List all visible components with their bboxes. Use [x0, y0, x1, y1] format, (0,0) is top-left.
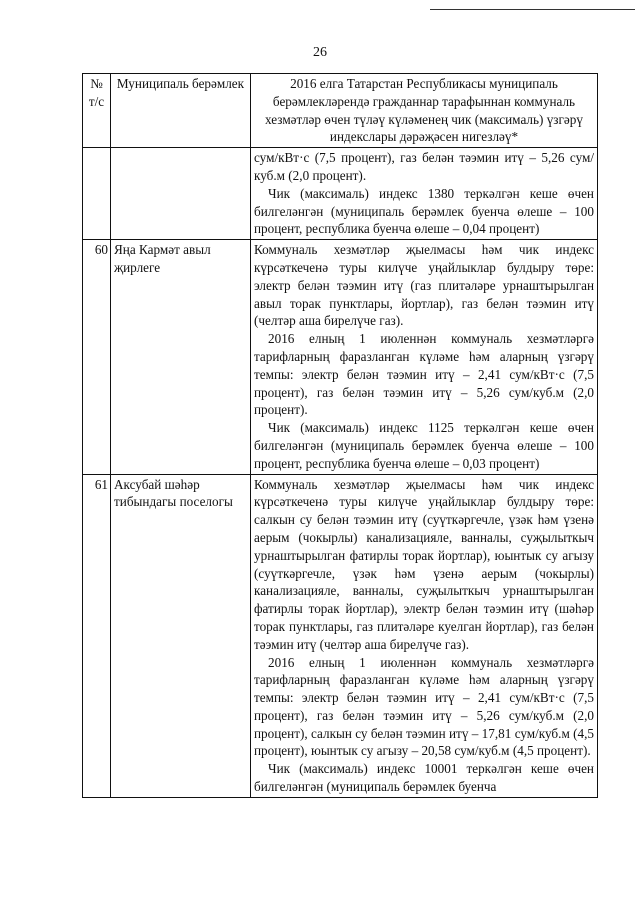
content-paragraph: Чик (максималь) индекс 1125 теркәлгән кеше өчен билгеләнгән (муниципаль берәмлек буенча өлеше – 100 процент, республика буенча өлеше – 0,03 процент) [254, 420, 594, 471]
content-paragraph: Коммуналь хезмәтләр җыелмасы һәм чик индекс күрсәткеченә туры килүче уңайлыклар булдыру төре: салкын су белән тәэмин итү (суүткәргечле, үзәк һәм үзенә аерым (чокырлы) канализацияле, ванналы, суҗылыткыч урнаштырылган фатирлы торак йортлар), юынтык су агызу (суүткәргечле, үзәк һәм үзенә аерым (чокырлы) канализацияле, ванналы, суҗылыткыч урнаштырылган фатирлы торак йортлар), электр белән тәэмин итү (шәһәр торак пунктлары, газ плитәләре куелган йортлар), газ белән тәэмин итү (челтәр аша бирелүче газ). [254, 476, 594, 652]
content-paragraph: 2016 елның 1 июленнән коммуналь хезмәтләргә тарифларның фаразланган күләме һәм аларның үзгәрү темпы: электр белән тәэмин итү – 2,41 сум/кВт·с (7,5 процент), газ белән тәэмин итү – 5,26 сум/куб.м (2,0 процент), салкын су белән тәэмин итү – 17,81 сум/куб.м (4,5 процент), юынтык су агызу – 20,58 сум/куб.м (4,5 процент). [254, 654, 594, 759]
top-rule [430, 9, 635, 10]
table-row [83, 148, 598, 240]
row-municipality: Аксубай шәһәр тибындагы поселогы [111, 474, 251, 797]
row-municipality: Яңа Кармәт авыл җирлеге [111, 240, 251, 474]
row-content [251, 148, 598, 240]
header-index-basis: 2016 елга Татарстан Республикасы муниципаль берәмлекләрендә гражданнар тарафыннан коммуналь хезмәтләр өчен түләү күләменең чик (максималь) үзгәрү индекслары дәрәҗәсен нигезләү* [251, 74, 598, 148]
row-number [83, 148, 111, 240]
table-body [83, 148, 598, 798]
row-municipality [111, 148, 251, 240]
row-content [251, 240, 598, 474]
row-number: 60 [83, 240, 111, 474]
row-content [251, 474, 598, 797]
header-number: № т/с [83, 74, 111, 148]
row-number: 61 [83, 474, 111, 797]
page-number: 26 [313, 45, 327, 60]
content-paragraph: 2016 елның 1 июленнән коммуналь хезмәтләргә тарифларның фаразланган күләме һәм аларның үзгәрү темпы: электр белән тәэмин итү – 2,41 сум/кВт·с (7,5 процент), газ белән тәэмин итү – 5,26 сум/куб.м (2,0 процент). [254, 331, 594, 418]
table-row [83, 474, 598, 797]
table-row [83, 240, 598, 474]
table-header-row [83, 74, 598, 148]
content-paragraph: сум/кВт·с (7,5 процент), газ белән тәэмин итү – 5,26 сум/куб.м (2,0 процент). [254, 150, 594, 183]
content-paragraph: Коммуналь хезмәтләр җыелмасы һәм чик индекс күрсәткеченә туры килүче уңайлыклар булдыру төре: электр белән тәэмин итү (газ плитәләре урнаштырылган авыл торак пунктлары, йортлар), газ белән тәэмин итү (челтәр аша бирелүче газ). [254, 242, 594, 329]
content-paragraph: Чик (максималь) индекс 1380 теркәлгән кеше өчен билгеләнгән (муниципаль берәмлек буенча өлеше – 100 процент, республика буенча өлеше – 0,04 процент) [254, 185, 594, 237]
content-paragraph: Чик (максималь) индекс 10001 теркәлгән кеше өчен билгеләнгән (муниципаль берәмлек буенча [254, 761, 594, 795]
document-table [82, 73, 598, 798]
header-municipality: Муниципаль берәмлек [111, 74, 251, 148]
